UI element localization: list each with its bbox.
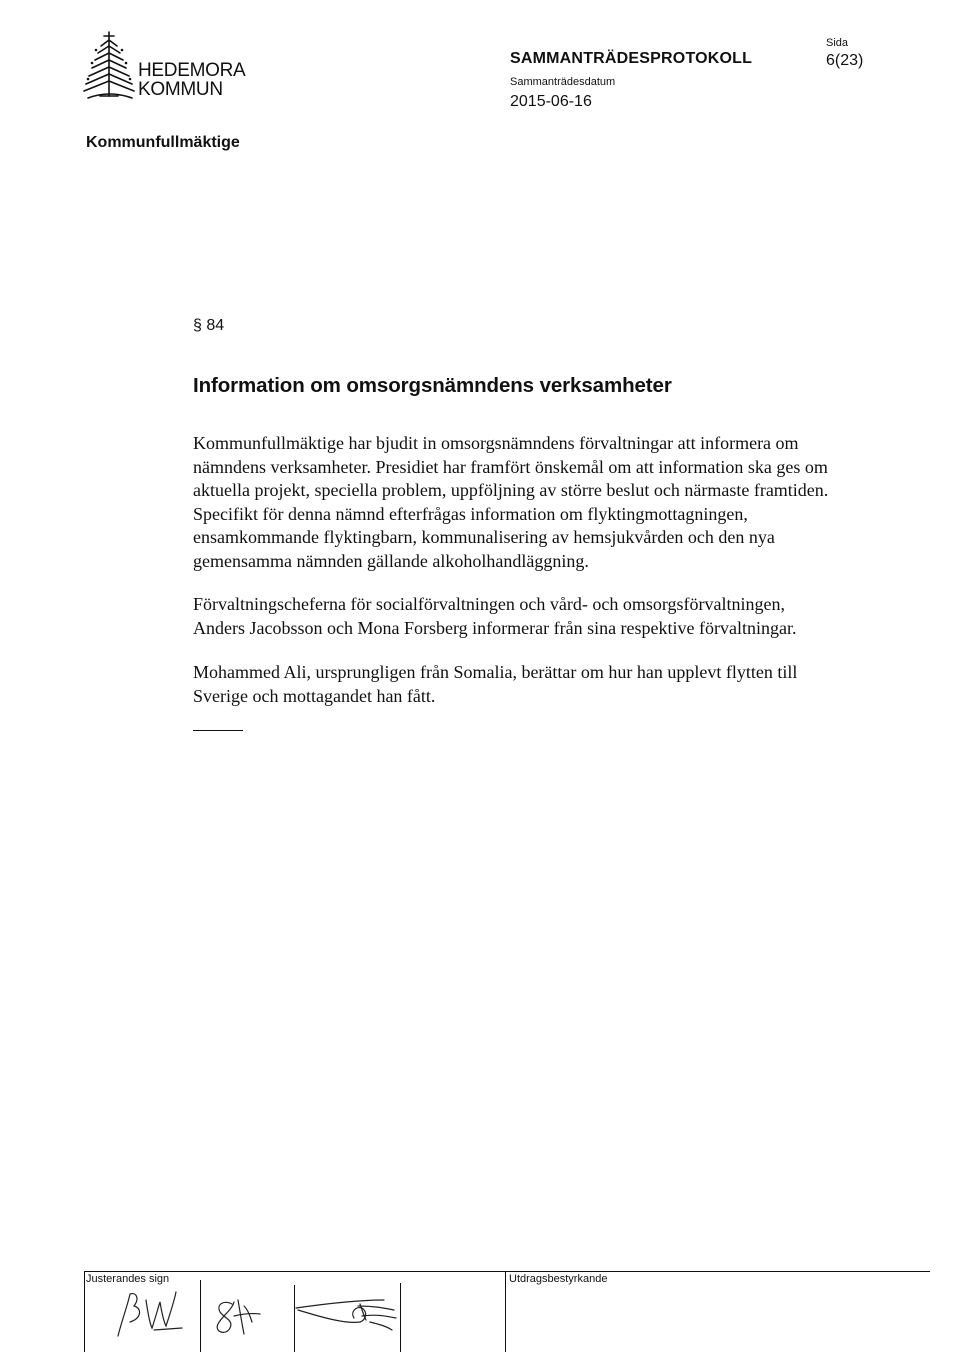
text-line: aktuella projekt, speciella problem, uppföljning av större beslut och närmaste framtiden. xyxy=(193,480,829,500)
page-label: Sida xyxy=(826,37,849,49)
text-line: Kommunfullmäktige har bjudit in omsorgsnämndens förvaltningar att informera om xyxy=(193,433,799,453)
handwritten-signature-3-icon xyxy=(296,1300,396,1330)
signature-area xyxy=(84,1280,514,1350)
meeting-date: 2015-06-16 xyxy=(510,93,592,110)
paragraph-2 xyxy=(193,593,893,640)
text-line: gemensamma nämnden gällande alkoholhandläggning. xyxy=(193,550,589,571)
section-number: § 84 xyxy=(193,317,225,334)
handwritten-signature-2-icon xyxy=(217,1300,260,1334)
text-line: Sverige och mottagandet han fått. xyxy=(193,685,436,706)
committee-name: Kommunfullmäktige xyxy=(86,134,240,151)
text-line: Specifikt för denna nämnd efterfrågas information om flyktingmottagningen, xyxy=(193,503,748,524)
handwritten-signature-1-icon xyxy=(118,1292,182,1336)
section-end-rule xyxy=(193,730,243,731)
org-name-line1: HEDEMORA xyxy=(138,60,246,81)
municipality-logo xyxy=(82,30,262,102)
text-line: nämndens verksamheter. Presidiet har framfört önskemål om att information ska ges om xyxy=(193,456,828,477)
page-number: 6(23) xyxy=(826,52,864,69)
text-line: Mohammed Ali, ursprungligen från Somalia, berättar om hur han upplevt flytten till xyxy=(193,662,798,682)
spruce-tree-logo-icon xyxy=(82,30,138,102)
paragraph-1 xyxy=(193,432,893,573)
section-heading: Information om omsorgsnämndens verksamheter xyxy=(193,374,672,397)
meeting-date-label: Sammanträdesdatum xyxy=(510,76,616,88)
org-name-line2: KOMMUN xyxy=(138,79,223,100)
signature-label: Justerandes sign xyxy=(86,1273,170,1285)
extract-certification-label: Utdragsbestyrkande xyxy=(509,1273,608,1285)
text-line: ensamkommande flyktingbarn, kommunalisering av hemsjukvården och den nya xyxy=(193,527,775,547)
text-line: Förvaltningscheferna för socialförvaltningen och vård- och omsorgsförvaltningen, xyxy=(193,594,785,614)
footer-rule xyxy=(84,1271,930,1272)
paragraph-3 xyxy=(193,661,893,708)
text-line: Anders Jacobsson och Mona Forsberg informerar från sina respektive förvaltningar. xyxy=(193,617,797,638)
document-type-title: SAMMANTRÄDESPROTOKOLL xyxy=(510,50,753,67)
